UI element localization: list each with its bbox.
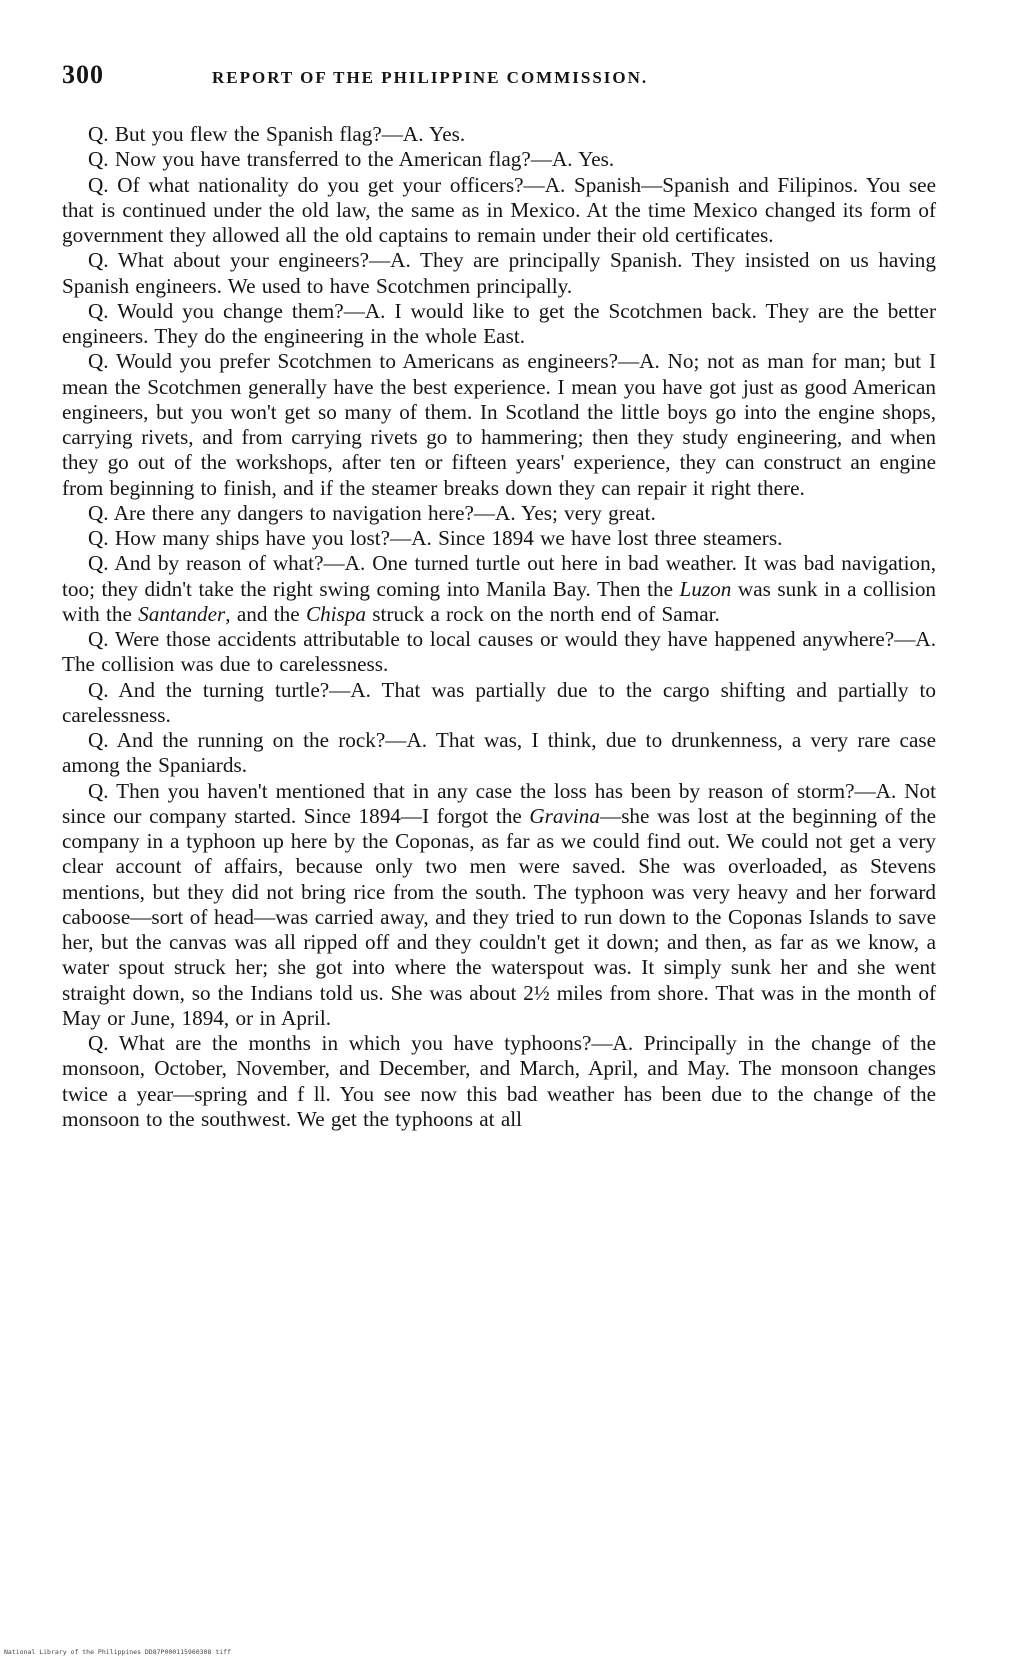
body-text [62, 122, 936, 1132]
scan-footer: National Library of the Philippines DD87P000115960308 tiff [4, 1648, 231, 1656]
paragraph: Q. Were those accidents attributable to local causes or would they have happened anywhere?—A. The collision was due to carelessness. [62, 627, 936, 677]
page-number: 300 [62, 60, 104, 89]
paragraph: Q. What about your engineers?—A. They are principally Spanish. They insisted on us having Spanish engineers. We used to have Scotchmen principally. [62, 248, 936, 298]
paragraph: Q. What are the months in which you have typhoons?—A. Principally in the change of the monsoon, October, November, and December, and March, April, and May. The monsoon changes twice a year—spring and f ll. You see now this bad weather has been due to the change of the monsoon to the southwest. We get the typhoons at all [62, 1031, 936, 1131]
paragraph: Q. Would you prefer Scotchmen to Americans as engineers?—A. No; not as man for man; but I mean the Scotchmen generally have the best experience. I mean you have got just as good American engineers, but you won't get so many of them. In Scotland the little boys go into the engine shops, carrying rivets, and from carrying rivets go to hammering; then they study engineering, and when they go out of the workshops, after ten or fifteen years' experience, they can construct an engine from beginning to finish, and if the steamer breaks down they can repair it right there. [62, 349, 936, 500]
paragraph: Q. Are there any dangers to navigation here?—A. Yes; very great. [88, 500, 656, 525]
page-header [62, 60, 936, 100]
paragraph: Q. Then you haven't mentioned that in any case the loss has been by reason of storm?—A. Not since our company started. Since 1894—I forgot the Gravina—she was lost at the beginning of the company in a typhoon up here by the Coponas, as far as we could find out. We could not get a very clear account of affairs, because only two men were saved. She was overloaded, as Stevens mentions, but they did not bring rice from the south. The typhoon was very heavy and her forward caboose—sort of head—was carried away, and they tried to run down to the Coponas Islands to save her, but the canvas was all ripped off and they couldn't get it down; and then, as far as we know, a water spout struck her; she got into where the waterspout was. It simply sunk her and she went straight down, so the Indians told us. She was about 2½ miles from shore. That was in the month of May or June, 1894, or in April. [62, 778, 936, 1030]
paragraph: Q. Of what nationality do you get your officers?—A. Spanish—Spanish and Filipinos. You see that is continued under the old law, the same as in Mexico. At the time Mexico changed its form of government they allowed all the old captains to remain under their old certificates. [62, 172, 936, 247]
paragraph: Q. Would you change them?—A. I would like to get the Scotchmen back. They are the better engineers. They do the engineering in the whole East. [62, 298, 936, 348]
document-page [62, 60, 936, 1132]
paragraph: Q. And the turning turtle?—A. That was partially due to the cargo shifting and partially to carelessness. [62, 677, 936, 727]
running-title: REPORT OF THE PHILIPPINE COMMISSION. [212, 68, 649, 87]
paragraph: Q. Now you have transferred to the American flag?—A. Yes. [88, 147, 615, 172]
paragraph: Q. And the running on the rock?—A. That was, I think, due to drunkenness, a very rare case among the Spaniards. [62, 728, 936, 778]
paragraph: Q. But you flew the Spanish flag?—A. Yes. [88, 122, 466, 146]
paragraph: Q. And by reason of what?—A. One turned turtle out here in bad weather. It was bad navigation, too; they didn't take the right swing coming into Manila Bay. Then the Luzon was sunk in a collision with the Santander, and the Chispa struck a rock on the north end of Samar. [62, 551, 937, 626]
paragraph: Q. How many ships have you lost?—A. Since 1894 we have lost three steamers. [88, 526, 783, 550]
